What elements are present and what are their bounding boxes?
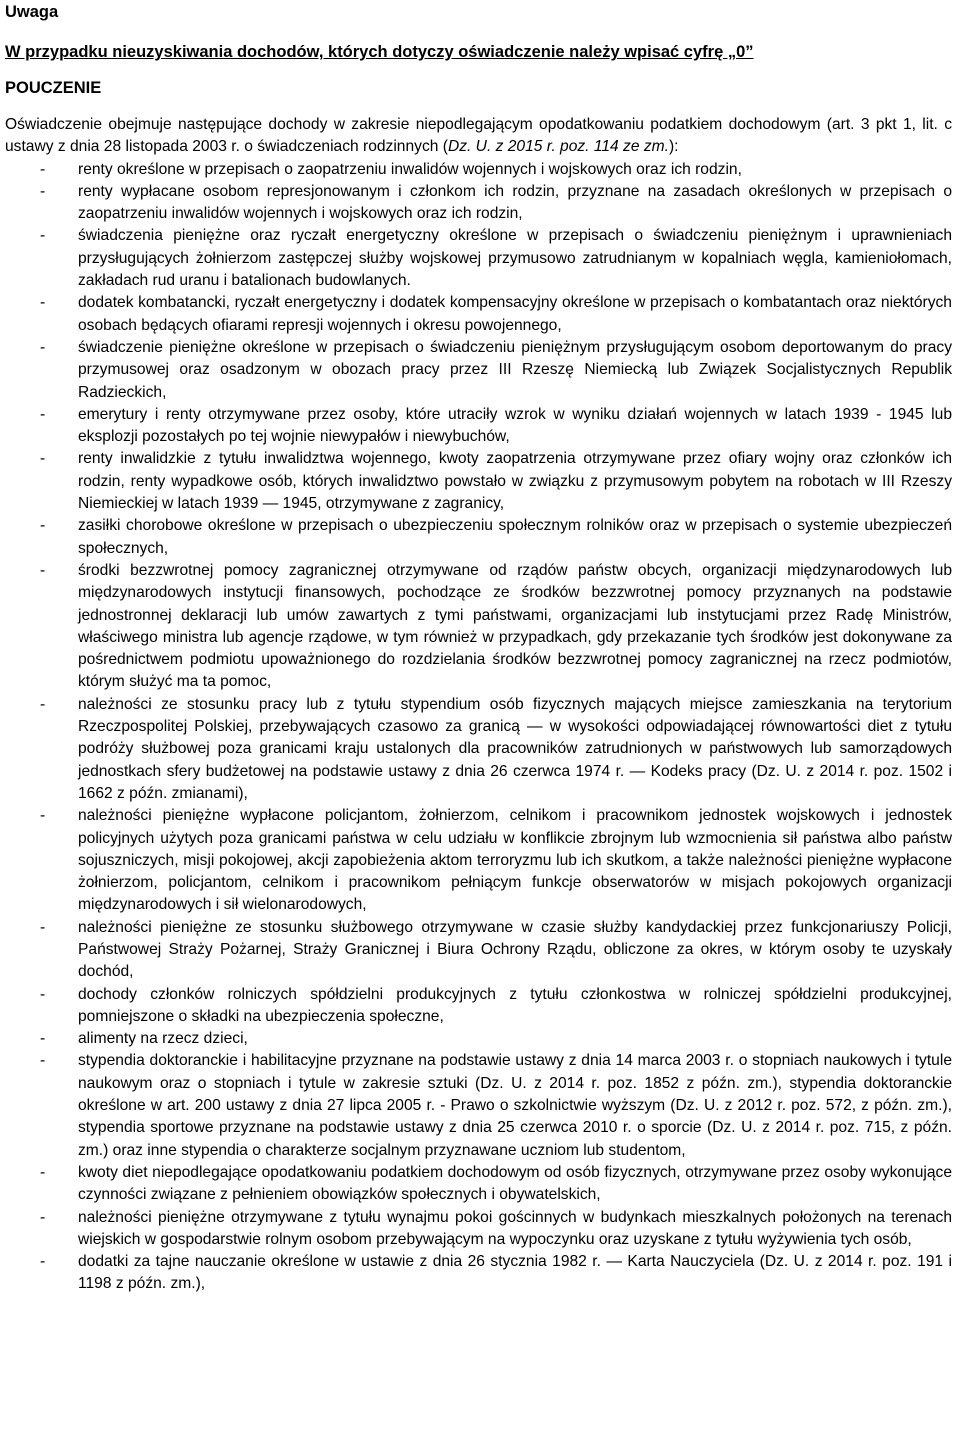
list-item-text: renty określone w przepisach o zaopatrzeniu inwalidów wojennych i wojskowych oraz ich rodzin, [78,160,742,178]
bullet-dash: - [40,1253,46,1271]
list-item-text: należności pieniężne ze stosunku służbowego otrzymywane w czasie służby kandydackiej przez funkcjonariuszy Policji, Państwowej Straży Pożarnej, Straży Granicznej i Biura Ochrony Rządu, obliczone za okres, w którym osoby te uzyskały dochód, [78,918,952,981]
bullet-dash: - [40,294,46,312]
list-item [5,805,952,916]
bullet-dash: - [40,807,46,825]
list-item-text: kwoty diet niepodlegające opodatkowaniu podatkiem dochodowym od osób fizycznych, otrzymywane przez osoby wykonujące czynności związane z pełnieniem obowiązków społecznych i obywatelskich, [78,1163,952,1204]
list-item [5,181,952,226]
bullet-dash: - [40,450,46,468]
list-item-text: świadczenie pieniężne określone w przepisach o świadczeniu pieniężnym przysługującym osobom deportowanym do pracy przymusowej oraz osadzonym w obozach pracy przez III Rzeszę Niemiecką lub Związek Socjalistycznych Republik Radzieckich, [78,338,952,401]
bullet-dash: - [40,405,46,423]
list-item [5,1207,952,1252]
list-item [5,1162,952,1207]
list-item-text: alimenty na rzecz dzieci, [78,1030,248,1048]
list-item [5,560,952,694]
bullet-dash: - [40,695,46,713]
list-item [5,1251,952,1296]
list-item [5,694,952,805]
list-item [5,1028,952,1050]
list-item [5,515,952,560]
list-item-text: należności pieniężne otrzymywane z tytułu wynajmu pokoi gościnnych w budynkach mieszkalnych położonych na terenach wiejskich w gospodarstwie rolnym osobom przebywającym na wypoczynku oraz uzyskane z tytułu wyżywienia tych osób, [78,1208,952,1248]
list-item [5,225,952,292]
list-item [5,159,952,181]
list-item-text: należności pieniężne wypłacone policjantom, żołnierzom, celnikom i pracownikom jednostek wojskowych i jednostek policyjnych użytych poza granicami państwa w celu udziału w konflikcie zbrojnym lub wzmocnienia sił państwa albo państw sojuszniczych, misji pokojowej, akcji zapobieżenia aktom terroryzmu lub ich skutkom, a także należności pieniężne wypłacone żołnierzom, policjantom, celnikom i pracownikom pełniącym funkcje obserwatorów w misjach pokojowych organizacji międzynarodowych i sił wielonarodowych, [78,807,952,914]
heading-uwaga: Uwaga [5,3,59,21]
intro-text: Oświadczenie obejmuje następujące dochody w zakresie niepodlegającym opodatkowaniu podatkiem dochodowym (art. 3 pkt 1, lit. c ustawy z dnia 28 listopada 2003 r. o świadczeniach rodzinnych ( [5,116,952,156]
list-item [5,984,952,1029]
bullet-dash: - [40,1208,46,1226]
list-item [5,292,952,337]
list-item-text: renty wypłacane osobom represjonowanym i członkom ich rodzin, przyznane na zasadach określonych w przepisach o zaopatrzeniu inwalidów wojennych i wojskowych oraz ich rodzin, [78,182,952,223]
list-item-text: zasiłki chorobowe określone w przepisach o ubezpieczeniu społecznym rolników oraz w przepisach o systemie ubezpieczeń społecznych, [78,517,952,557]
list-item-text: emerytury i renty otrzymywane przez osoby, które utraciły wzrok w wyniku działań wojennych w latach 1939 - 1945 lub eksplozji pozostałych po tej wojnie niewypałów i niewybuchów, [78,405,952,446]
intro-citation: Dz. U. z 2015 r. poz. 114 ze zm. [447,138,669,156]
list-item-text: świadczenia pieniężne oraz ryczałt energetyczny określone w przepisach o świadczeniu pieniężnym i uprawnieniach przysługujących żołnierzom zastępczej służby wojskowej przymusowo zatrudnianym w kopalniach węgla, kamieniołomach, zakładach rud uranu i batalionach budowlanych. [78,227,952,290]
list-item [5,337,952,404]
intro-paragraph [5,114,952,159]
list-item-text: dochody członków rolniczych spółdzielni produkcyjnych z tytułu członkostwa w rolniczej spółdzielni produkcyjnej, pomniejszone o składki na ubezpieczenia społeczne, [78,985,952,1025]
list-item-text: należności ze stosunku pracy lub z tytułu stypendium osób fizycznych mających miejsce zamieszkania na terytorium Rzeczpospolitej Polskiej, przebywających czasowo za granicą — w wysokości odpowiadającej równowartości diet z tytułu podróży służbowej poza granicami kraju ustalonych dla pracowników zatrudnionych w państwowych lub samorządowych jednostkach sfery budżetowej na podstawie ustawy z dnia 26 czerwca 1974 r. — Kodeks pracy (Dz. U. z 2014 r. poz. 1502 i 1662 z późn. zmianami), [78,695,952,802]
bullet-dash: - [40,227,46,245]
bullet-dash: - [40,1163,46,1181]
bullet-dash: - [40,182,46,200]
bullet-dash: - [40,1052,46,1070]
bullet-dash: - [40,160,46,178]
list-item-text: środki bezzwrotnej pomocy zagranicznej otrzymywane od rządów państw obcych, organizacji międzynarodowych lub międzynarodowych instytucji finansowych, pochodzące ze środków bezzwrotnej pomocy przyznanych na podstawie jednostronnej deklaracji lub umów zawartych z tymi państwami, organizacjami lub instytucjami przez Radę Ministrów, właściwego ministra lub agencje rządowe, w tym również w przypadkach, gdy przekazanie tych środków jest dokonywane za pośrednictwem podmiotu upoważnionego do rozdzielania środków bezzwrotnej pomocy zagranicznej na rzecz podmiotów, którym służyć ma ta pomoc, [78,561,952,691]
intro-suffix: ): [668,138,679,156]
bullet-dash: - [40,918,46,936]
heading-note: W przypadku nieuzyskiwania dochodów, których dotyczy oświadczenie należy wpisać cyfrę „0” [5,43,754,61]
list-item [5,1050,952,1161]
list-item-text: renty inwalidzkie z tytułu inwalidztwa wojennego, kwoty zaopatrzenia otrzymywane przez ofiary wojny oraz członków ich rodzin, renty wypadkowe osób, których inwalidztwo powstało w związku z przymusowym pobytem na robotach w III Rzeszy Niemieckiej w latach 1939 — 1945, otrzymywane z zagranicy, [78,450,952,513]
bullet-dash: - [40,517,46,535]
bullet-dash: - [40,561,46,579]
bullet-dash: - [40,985,46,1003]
list-item [5,917,952,984]
list-item [5,404,952,449]
list-item-text: dodatek kombatancki, ryczałt energetyczny i dodatek kompensacyjny określone w przepisach o kombatantach oraz niektórych osobach będących ofiarami represji wojennych i okresu powojennego, [78,294,952,334]
list-item [5,448,952,515]
income-list [5,159,952,1296]
heading-pouczenie: POUCZENIE [5,79,102,97]
list-item-text: stypendia doktoranckie i habilitacyjne przyznane na podstawie ustawy z dnia 14 marca 2003 r. o stopniach naukowych i tytule naukowym oraz o stopniach i tytule w zakresie sztuki (Dz. U. z 2014 r. poz. 1852 z późn. zm.), stypendia doktoranckie określone w art. 200 ustawy z dnia 27 lipca 2005 r. - Prawo o szkolnictwie wyższym (Dz. U. z 2012 r. poz. 572, z późn. zm.), stypendia sportowe przyznane na podstawie ustawy z dnia 25 czerwca 2010 r. o sporcie (Dz. U. z 2014 r. poz. 715, z późn. zm.) oraz inne stypendia o charakterze socjalnym przyznawane uczniom lub studentom, [78,1052,952,1159]
bullet-dash: - [40,1030,46,1048]
bullet-dash: - [40,338,46,356]
list-item-text: dodatki za tajne nauczanie określone w ustawie z dnia 26 stycznia 1982 r. — Karta Nauczyciela (Dz. U. z 2014 r. poz. 191 i 1198 z późn. zm.), [78,1253,952,1293]
